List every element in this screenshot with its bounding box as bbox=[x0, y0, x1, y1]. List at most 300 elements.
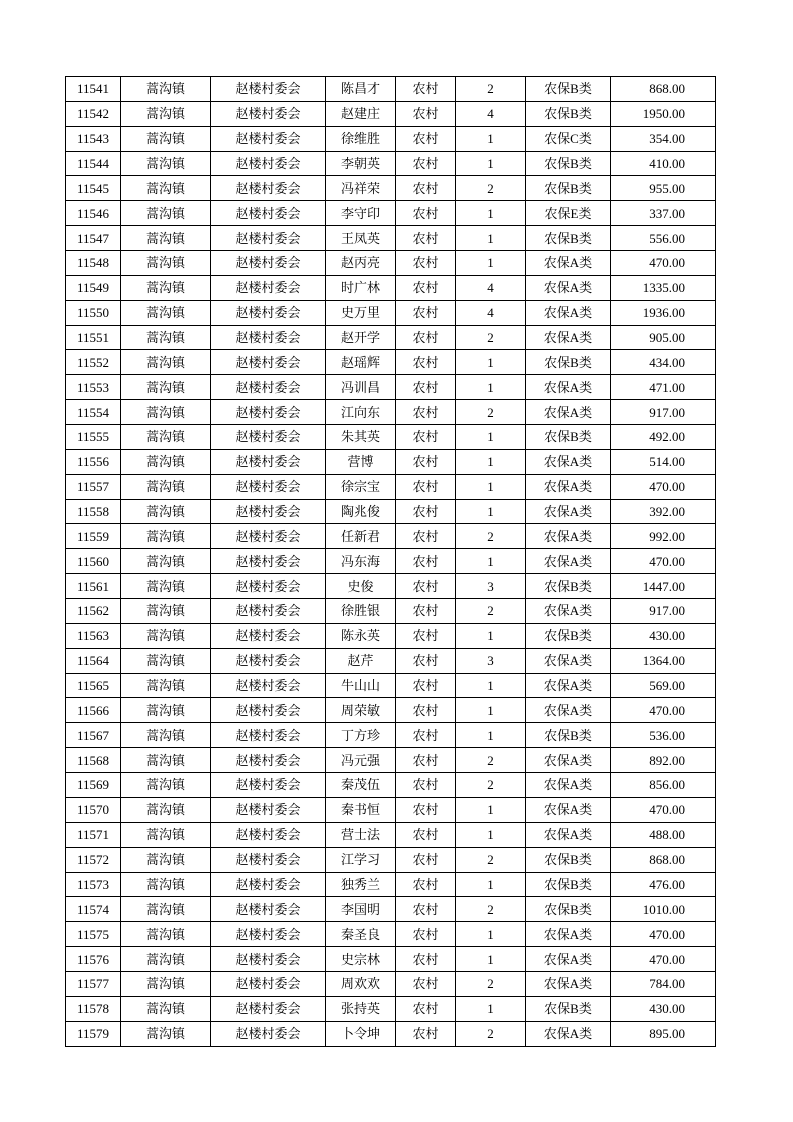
town-cell: 蒿沟镇 bbox=[121, 524, 211, 549]
person-count-cell: 4 bbox=[456, 300, 526, 325]
residence-type-cell: 农村 bbox=[396, 574, 456, 599]
name-cell: 营博 bbox=[326, 449, 396, 474]
town-cell: 蒿沟镇 bbox=[121, 574, 211, 599]
serial-cell: 11578 bbox=[66, 996, 121, 1021]
serial-cell: 11548 bbox=[66, 251, 121, 276]
person-count-cell: 2 bbox=[456, 325, 526, 350]
serial-cell: 11577 bbox=[66, 971, 121, 996]
town-cell: 蒿沟镇 bbox=[121, 251, 211, 276]
residence-type-cell: 农村 bbox=[396, 151, 456, 176]
residence-type-cell: 农村 bbox=[396, 897, 456, 922]
amount-cell: 784.00 bbox=[611, 971, 716, 996]
serial-cell: 11572 bbox=[66, 847, 121, 872]
village-cell: 赵楼村委会 bbox=[211, 698, 326, 723]
table-row bbox=[66, 400, 716, 425]
insurance-category-cell: 农保A类 bbox=[526, 1021, 611, 1046]
insurance-category-cell: 农保A类 bbox=[526, 797, 611, 822]
table-row bbox=[66, 201, 716, 226]
residence-type-cell: 农村 bbox=[396, 797, 456, 822]
town-cell: 蒿沟镇 bbox=[121, 822, 211, 847]
village-cell: 赵楼村委会 bbox=[211, 176, 326, 201]
serial-cell: 11543 bbox=[66, 126, 121, 151]
table-row bbox=[66, 847, 716, 872]
table-row bbox=[66, 151, 716, 176]
amount-cell: 470.00 bbox=[611, 251, 716, 276]
residence-type-cell: 农村 bbox=[396, 748, 456, 773]
name-cell: 李守印 bbox=[326, 201, 396, 226]
name-cell: 李国明 bbox=[326, 897, 396, 922]
serial-cell: 11551 bbox=[66, 325, 121, 350]
residence-type-cell: 农村 bbox=[396, 971, 456, 996]
name-cell: 徐维胜 bbox=[326, 126, 396, 151]
residence-type-cell: 农村 bbox=[396, 126, 456, 151]
amount-cell: 917.00 bbox=[611, 400, 716, 425]
person-count-cell: 1 bbox=[456, 151, 526, 176]
serial-cell: 11558 bbox=[66, 499, 121, 524]
person-count-cell: 3 bbox=[456, 574, 526, 599]
amount-cell: 470.00 bbox=[611, 549, 716, 574]
amount-cell: 476.00 bbox=[611, 872, 716, 897]
town-cell: 蒿沟镇 bbox=[121, 971, 211, 996]
insurance-category-cell: 农保A类 bbox=[526, 822, 611, 847]
town-cell: 蒿沟镇 bbox=[121, 773, 211, 798]
table-row bbox=[66, 1021, 716, 1046]
name-cell: 徐宗宝 bbox=[326, 474, 396, 499]
name-cell: 陶兆俊 bbox=[326, 499, 396, 524]
person-count-cell: 2 bbox=[456, 971, 526, 996]
village-cell: 赵楼村委会 bbox=[211, 425, 326, 450]
payment-table bbox=[65, 76, 716, 1047]
town-cell: 蒿沟镇 bbox=[121, 151, 211, 176]
town-cell: 蒿沟镇 bbox=[121, 1021, 211, 1046]
person-count-cell: 1 bbox=[456, 947, 526, 972]
serial-cell: 11544 bbox=[66, 151, 121, 176]
village-cell: 赵楼村委会 bbox=[211, 748, 326, 773]
village-cell: 赵楼村委会 bbox=[211, 623, 326, 648]
town-cell: 蒿沟镇 bbox=[121, 350, 211, 375]
serial-cell: 11564 bbox=[66, 648, 121, 673]
person-count-cell: 4 bbox=[456, 275, 526, 300]
insurance-category-cell: 农保B类 bbox=[526, 847, 611, 872]
amount-cell: 992.00 bbox=[611, 524, 716, 549]
person-count-cell: 1 bbox=[456, 797, 526, 822]
residence-type-cell: 农村 bbox=[396, 872, 456, 897]
insurance-category-cell: 农保E类 bbox=[526, 201, 611, 226]
person-count-cell: 1 bbox=[456, 698, 526, 723]
person-count-cell: 4 bbox=[456, 101, 526, 126]
amount-cell: 434.00 bbox=[611, 350, 716, 375]
table-row bbox=[66, 77, 716, 102]
amount-cell: 410.00 bbox=[611, 151, 716, 176]
village-cell: 赵楼村委会 bbox=[211, 499, 326, 524]
serial-cell: 11579 bbox=[66, 1021, 121, 1046]
table-row bbox=[66, 648, 716, 673]
amount-cell: 1950.00 bbox=[611, 101, 716, 126]
insurance-category-cell: 农保A类 bbox=[526, 275, 611, 300]
name-cell: 秦书恒 bbox=[326, 797, 396, 822]
town-cell: 蒿沟镇 bbox=[121, 996, 211, 1021]
town-cell: 蒿沟镇 bbox=[121, 300, 211, 325]
serial-cell: 11546 bbox=[66, 201, 121, 226]
village-cell: 赵楼村委会 bbox=[211, 996, 326, 1021]
insurance-category-cell: 农保B类 bbox=[526, 77, 611, 102]
town-cell: 蒿沟镇 bbox=[121, 698, 211, 723]
amount-cell: 868.00 bbox=[611, 77, 716, 102]
insurance-category-cell: 农保B类 bbox=[526, 425, 611, 450]
village-cell: 赵楼村委会 bbox=[211, 773, 326, 798]
person-count-cell: 1 bbox=[456, 375, 526, 400]
table-row bbox=[66, 599, 716, 624]
serial-cell: 11571 bbox=[66, 822, 121, 847]
table-row bbox=[66, 872, 716, 897]
name-cell: 营士法 bbox=[326, 822, 396, 847]
amount-cell: 1010.00 bbox=[611, 897, 716, 922]
table-row bbox=[66, 524, 716, 549]
village-cell: 赵楼村委会 bbox=[211, 922, 326, 947]
town-cell: 蒿沟镇 bbox=[121, 201, 211, 226]
serial-cell: 11552 bbox=[66, 350, 121, 375]
serial-cell: 11567 bbox=[66, 723, 121, 748]
table-row bbox=[66, 947, 716, 972]
insurance-category-cell: 农保A类 bbox=[526, 300, 611, 325]
person-count-cell: 1 bbox=[456, 474, 526, 499]
village-cell: 赵楼村委会 bbox=[211, 251, 326, 276]
amount-cell: 471.00 bbox=[611, 375, 716, 400]
person-count-cell: 1 bbox=[456, 872, 526, 897]
serial-cell: 11556 bbox=[66, 449, 121, 474]
serial-cell: 11561 bbox=[66, 574, 121, 599]
serial-cell: 11576 bbox=[66, 947, 121, 972]
table-row bbox=[66, 101, 716, 126]
village-cell: 赵楼村委会 bbox=[211, 201, 326, 226]
residence-type-cell: 农村 bbox=[396, 101, 456, 126]
name-cell: 张持英 bbox=[326, 996, 396, 1021]
village-cell: 赵楼村委会 bbox=[211, 723, 326, 748]
town-cell: 蒿沟镇 bbox=[121, 275, 211, 300]
amount-cell: 470.00 bbox=[611, 922, 716, 947]
serial-cell: 11557 bbox=[66, 474, 121, 499]
name-cell: 卜令坤 bbox=[326, 1021, 396, 1046]
person-count-cell: 1 bbox=[456, 822, 526, 847]
amount-cell: 354.00 bbox=[611, 126, 716, 151]
insurance-category-cell: 农保A类 bbox=[526, 599, 611, 624]
village-cell: 赵楼村委会 bbox=[211, 971, 326, 996]
table-row bbox=[66, 499, 716, 524]
residence-type-cell: 农村 bbox=[396, 524, 456, 549]
person-count-cell: 2 bbox=[456, 847, 526, 872]
serial-cell: 11545 bbox=[66, 176, 121, 201]
person-count-cell: 1 bbox=[456, 922, 526, 947]
amount-cell: 514.00 bbox=[611, 449, 716, 474]
insurance-category-cell: 农保C类 bbox=[526, 126, 611, 151]
name-cell: 江学习 bbox=[326, 847, 396, 872]
serial-cell: 11550 bbox=[66, 300, 121, 325]
town-cell: 蒿沟镇 bbox=[121, 947, 211, 972]
name-cell: 任新君 bbox=[326, 524, 396, 549]
table-row bbox=[66, 922, 716, 947]
table-row bbox=[66, 449, 716, 474]
name-cell: 独秀兰 bbox=[326, 872, 396, 897]
person-count-cell: 1 bbox=[456, 449, 526, 474]
village-cell: 赵楼村委会 bbox=[211, 101, 326, 126]
person-count-cell: 1 bbox=[456, 201, 526, 226]
table-row bbox=[66, 300, 716, 325]
residence-type-cell: 农村 bbox=[396, 375, 456, 400]
person-count-cell: 2 bbox=[456, 400, 526, 425]
insurance-category-cell: 农保A类 bbox=[526, 549, 611, 574]
person-count-cell: 1 bbox=[456, 350, 526, 375]
insurance-category-cell: 农保A类 bbox=[526, 947, 611, 972]
table-row bbox=[66, 723, 716, 748]
table-row bbox=[66, 673, 716, 698]
name-cell: 赵建庄 bbox=[326, 101, 396, 126]
residence-type-cell: 农村 bbox=[396, 176, 456, 201]
serial-cell: 11565 bbox=[66, 673, 121, 698]
name-cell: 陈永英 bbox=[326, 623, 396, 648]
residence-type-cell: 农村 bbox=[396, 350, 456, 375]
residence-type-cell: 农村 bbox=[396, 698, 456, 723]
residence-type-cell: 农村 bbox=[396, 599, 456, 624]
residence-type-cell: 农村 bbox=[396, 947, 456, 972]
name-cell: 赵芹 bbox=[326, 648, 396, 673]
person-count-cell: 2 bbox=[456, 524, 526, 549]
table-row bbox=[66, 251, 716, 276]
town-cell: 蒿沟镇 bbox=[121, 623, 211, 648]
person-count-cell: 1 bbox=[456, 673, 526, 698]
person-count-cell: 1 bbox=[456, 723, 526, 748]
town-cell: 蒿沟镇 bbox=[121, 226, 211, 251]
serial-cell: 11562 bbox=[66, 599, 121, 624]
name-cell: 陈昌才 bbox=[326, 77, 396, 102]
insurance-category-cell: 农保A类 bbox=[526, 400, 611, 425]
village-cell: 赵楼村委会 bbox=[211, 226, 326, 251]
insurance-category-cell: 农保A类 bbox=[526, 971, 611, 996]
table-row bbox=[66, 350, 716, 375]
serial-cell: 11573 bbox=[66, 872, 121, 897]
name-cell: 史宗林 bbox=[326, 947, 396, 972]
serial-cell: 11574 bbox=[66, 897, 121, 922]
table-row bbox=[66, 698, 716, 723]
insurance-category-cell: 农保B类 bbox=[526, 226, 611, 251]
insurance-category-cell: 农保B类 bbox=[526, 350, 611, 375]
amount-cell: 470.00 bbox=[611, 947, 716, 972]
serial-cell: 11560 bbox=[66, 549, 121, 574]
person-count-cell: 2 bbox=[456, 176, 526, 201]
residence-type-cell: 农村 bbox=[396, 847, 456, 872]
person-count-cell: 2 bbox=[456, 599, 526, 624]
serial-cell: 11566 bbox=[66, 698, 121, 723]
town-cell: 蒿沟镇 bbox=[121, 922, 211, 947]
table-row bbox=[66, 748, 716, 773]
village-cell: 赵楼村委会 bbox=[211, 151, 326, 176]
person-count-cell: 1 bbox=[456, 499, 526, 524]
town-cell: 蒿沟镇 bbox=[121, 77, 211, 102]
residence-type-cell: 农村 bbox=[396, 226, 456, 251]
amount-cell: 917.00 bbox=[611, 599, 716, 624]
person-count-cell: 3 bbox=[456, 648, 526, 673]
village-cell: 赵楼村委会 bbox=[211, 673, 326, 698]
insurance-category-cell: 农保A类 bbox=[526, 773, 611, 798]
name-cell: 牛山山 bbox=[326, 673, 396, 698]
amount-cell: 492.00 bbox=[611, 425, 716, 450]
residence-type-cell: 农村 bbox=[396, 922, 456, 947]
residence-type-cell: 农村 bbox=[396, 275, 456, 300]
village-cell: 赵楼村委会 bbox=[211, 375, 326, 400]
residence-type-cell: 农村 bbox=[396, 723, 456, 748]
table-row bbox=[66, 275, 716, 300]
table-row bbox=[66, 425, 716, 450]
village-cell: 赵楼村委会 bbox=[211, 599, 326, 624]
residence-type-cell: 农村 bbox=[396, 673, 456, 698]
table-row bbox=[66, 574, 716, 599]
table-row bbox=[66, 325, 716, 350]
village-cell: 赵楼村委会 bbox=[211, 350, 326, 375]
person-count-cell: 1 bbox=[456, 226, 526, 251]
person-count-cell: 1 bbox=[456, 126, 526, 151]
insurance-category-cell: 农保B类 bbox=[526, 176, 611, 201]
name-cell: 江向东 bbox=[326, 400, 396, 425]
serial-cell: 11559 bbox=[66, 524, 121, 549]
village-cell: 赵楼村委会 bbox=[211, 325, 326, 350]
person-count-cell: 1 bbox=[456, 251, 526, 276]
town-cell: 蒿沟镇 bbox=[121, 425, 211, 450]
name-cell: 李朝英 bbox=[326, 151, 396, 176]
insurance-category-cell: 农保A类 bbox=[526, 922, 611, 947]
residence-type-cell: 农村 bbox=[396, 201, 456, 226]
insurance-category-cell: 农保A类 bbox=[526, 648, 611, 673]
table-row bbox=[66, 773, 716, 798]
residence-type-cell: 农村 bbox=[396, 549, 456, 574]
table-row bbox=[66, 971, 716, 996]
person-count-cell: 1 bbox=[456, 425, 526, 450]
serial-cell: 11547 bbox=[66, 226, 121, 251]
insurance-category-cell: 农保B类 bbox=[526, 872, 611, 897]
table-row bbox=[66, 126, 716, 151]
residence-type-cell: 农村 bbox=[396, 325, 456, 350]
amount-cell: 1447.00 bbox=[611, 574, 716, 599]
village-cell: 赵楼村委会 bbox=[211, 449, 326, 474]
name-cell: 徐胜银 bbox=[326, 599, 396, 624]
insurance-category-cell: 农保A类 bbox=[526, 673, 611, 698]
insurance-category-cell: 农保A类 bbox=[526, 524, 611, 549]
table-row bbox=[66, 897, 716, 922]
town-cell: 蒿沟镇 bbox=[121, 101, 211, 126]
amount-cell: 392.00 bbox=[611, 499, 716, 524]
insurance-category-cell: 农保B类 bbox=[526, 151, 611, 176]
table-row bbox=[66, 474, 716, 499]
residence-type-cell: 农村 bbox=[396, 400, 456, 425]
insurance-category-cell: 农保B类 bbox=[526, 623, 611, 648]
residence-type-cell: 农村 bbox=[396, 449, 456, 474]
village-cell: 赵楼村委会 bbox=[211, 847, 326, 872]
insurance-category-cell: 农保B类 bbox=[526, 574, 611, 599]
amount-cell: 556.00 bbox=[611, 226, 716, 251]
town-cell: 蒿沟镇 bbox=[121, 400, 211, 425]
name-cell: 史万里 bbox=[326, 300, 396, 325]
residence-type-cell: 农村 bbox=[396, 773, 456, 798]
insurance-category-cell: 农保A类 bbox=[526, 375, 611, 400]
town-cell: 蒿沟镇 bbox=[121, 723, 211, 748]
insurance-category-cell: 农保A类 bbox=[526, 474, 611, 499]
amount-cell: 536.00 bbox=[611, 723, 716, 748]
insurance-category-cell: 农保A类 bbox=[526, 499, 611, 524]
name-cell: 史俊 bbox=[326, 574, 396, 599]
village-cell: 赵楼村委会 bbox=[211, 1021, 326, 1046]
insurance-category-cell: 农保B类 bbox=[526, 996, 611, 1021]
village-cell: 赵楼村委会 bbox=[211, 872, 326, 897]
amount-cell: 868.00 bbox=[611, 847, 716, 872]
residence-type-cell: 农村 bbox=[396, 474, 456, 499]
person-count-cell: 2 bbox=[456, 773, 526, 798]
town-cell: 蒿沟镇 bbox=[121, 748, 211, 773]
amount-cell: 488.00 bbox=[611, 822, 716, 847]
village-cell: 赵楼村委会 bbox=[211, 648, 326, 673]
village-cell: 赵楼村委会 bbox=[211, 549, 326, 574]
amount-cell: 892.00 bbox=[611, 748, 716, 773]
table-row bbox=[66, 176, 716, 201]
person-count-cell: 1 bbox=[456, 549, 526, 574]
amount-cell: 1364.00 bbox=[611, 648, 716, 673]
town-cell: 蒿沟镇 bbox=[121, 872, 211, 897]
insurance-category-cell: 农保A类 bbox=[526, 748, 611, 773]
name-cell: 朱其英 bbox=[326, 425, 396, 450]
amount-cell: 1335.00 bbox=[611, 275, 716, 300]
person-count-cell: 1 bbox=[456, 996, 526, 1021]
village-cell: 赵楼村委会 bbox=[211, 524, 326, 549]
residence-type-cell: 农村 bbox=[396, 623, 456, 648]
serial-cell: 11542 bbox=[66, 101, 121, 126]
table-row bbox=[66, 226, 716, 251]
town-cell: 蒿沟镇 bbox=[121, 673, 211, 698]
amount-cell: 955.00 bbox=[611, 176, 716, 201]
serial-cell: 11568 bbox=[66, 748, 121, 773]
village-cell: 赵楼村委会 bbox=[211, 822, 326, 847]
town-cell: 蒿沟镇 bbox=[121, 897, 211, 922]
village-cell: 赵楼村委会 bbox=[211, 275, 326, 300]
name-cell: 冯祥荣 bbox=[326, 176, 396, 201]
residence-type-cell: 农村 bbox=[396, 300, 456, 325]
insurance-category-cell: 农保A类 bbox=[526, 698, 611, 723]
insurance-category-cell: 农保A类 bbox=[526, 251, 611, 276]
name-cell: 赵开学 bbox=[326, 325, 396, 350]
town-cell: 蒿沟镇 bbox=[121, 599, 211, 624]
serial-cell: 11554 bbox=[66, 400, 121, 425]
serial-cell: 11541 bbox=[66, 77, 121, 102]
town-cell: 蒿沟镇 bbox=[121, 474, 211, 499]
serial-cell: 11570 bbox=[66, 797, 121, 822]
insurance-category-cell: 农保B类 bbox=[526, 897, 611, 922]
name-cell: 周欢欢 bbox=[326, 971, 396, 996]
amount-cell: 895.00 bbox=[611, 1021, 716, 1046]
village-cell: 赵楼村委会 bbox=[211, 77, 326, 102]
name-cell: 冯训昌 bbox=[326, 375, 396, 400]
amount-cell: 470.00 bbox=[611, 797, 716, 822]
person-count-cell: 2 bbox=[456, 1021, 526, 1046]
residence-type-cell: 农村 bbox=[396, 499, 456, 524]
name-cell: 赵瑶辉 bbox=[326, 350, 396, 375]
person-count-cell: 2 bbox=[456, 897, 526, 922]
village-cell: 赵楼村委会 bbox=[211, 300, 326, 325]
insurance-category-cell: 农保A类 bbox=[526, 325, 611, 350]
village-cell: 赵楼村委会 bbox=[211, 474, 326, 499]
name-cell: 冯东海 bbox=[326, 549, 396, 574]
name-cell: 秦圣良 bbox=[326, 922, 396, 947]
person-count-cell: 2 bbox=[456, 748, 526, 773]
table-row bbox=[66, 549, 716, 574]
amount-cell: 470.00 bbox=[611, 474, 716, 499]
residence-type-cell: 农村 bbox=[396, 1021, 456, 1046]
town-cell: 蒿沟镇 bbox=[121, 648, 211, 673]
